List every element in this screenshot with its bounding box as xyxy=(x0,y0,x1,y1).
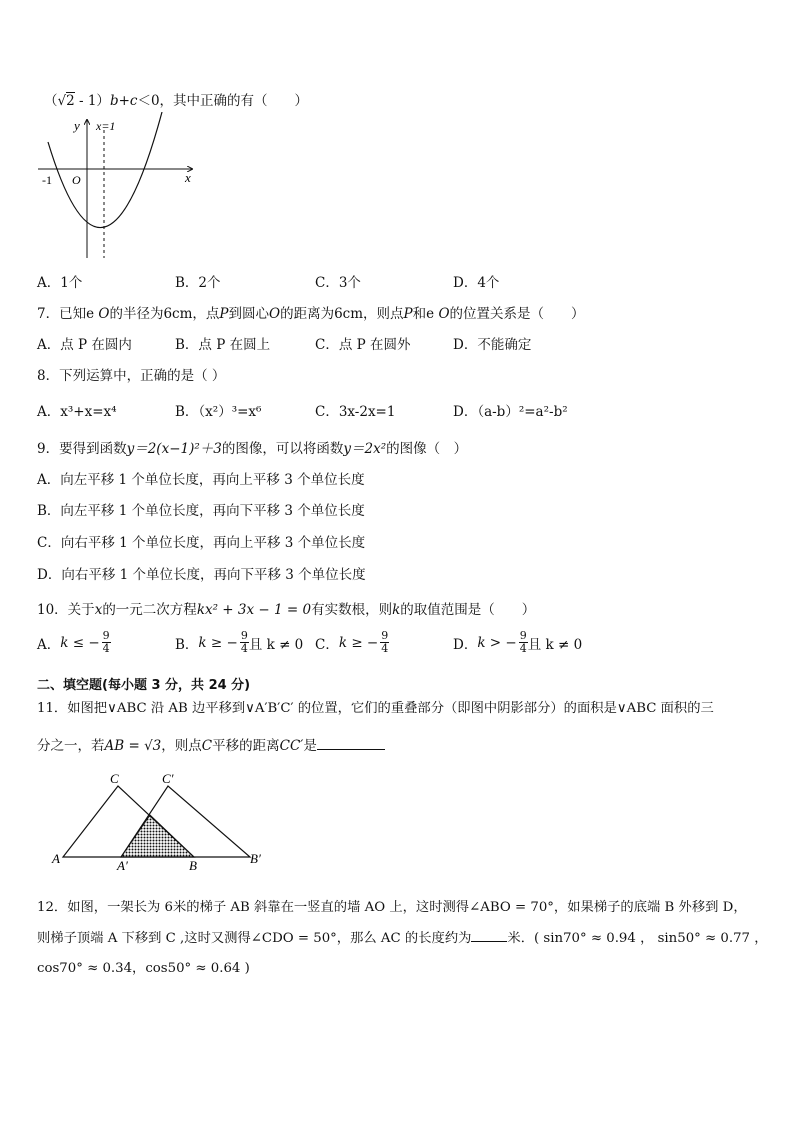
q10-option-d[interactable] xyxy=(453,630,582,655)
q6-option-a[interactable]: A．1个 xyxy=(37,275,83,291)
fraction-den: 4 xyxy=(519,642,527,655)
q9-func2: y＝2x² xyxy=(343,441,387,457)
q10-equation: kx² + 3x − 1 = 0 xyxy=(196,602,312,618)
label-a-prime: A′ xyxy=(117,858,128,870)
option-lhs: k ≥ − xyxy=(338,634,379,651)
answer-blank[interactable] xyxy=(471,929,507,942)
q9-suffix: 的图像（ ） xyxy=(386,441,468,457)
q7-text1: 的半径为6cm，点 xyxy=(109,306,220,322)
q10-mid: 的一元二次方程 xyxy=(102,602,197,618)
q7-stem xyxy=(37,302,585,322)
option-tail: 且 k ≠ 0 xyxy=(527,636,583,653)
q8-option-c[interactable]: C．3x-2x=1 xyxy=(315,404,396,420)
fraction-num: 9 xyxy=(240,629,248,642)
q8-option-d[interactable]: D．（a-b）²=a²-b² xyxy=(453,404,568,420)
q7-o2: O xyxy=(269,306,281,322)
q11-ab-eq: AB = √3 xyxy=(104,738,162,754)
q12-line2-suffix: 米．( sin70° ≈ 0.94 ， sin50° ≈ 0.77 ， xyxy=(507,931,768,946)
option-lhs: k ≥ − xyxy=(198,634,238,651)
q9-option-b[interactable]: B．向左平移 1 个单位长度，再向下平移 3 个单位长度 xyxy=(37,503,365,519)
label-b: B xyxy=(189,858,197,870)
q6-option-b[interactable]: B．2个 xyxy=(175,275,221,291)
circle-symbol: e xyxy=(86,306,95,322)
q11-cc: CC′ xyxy=(279,738,304,754)
q6-stem-mid: - 1） xyxy=(74,93,110,109)
q9-option-a[interactable]: A．向左平移 1 个单位长度，再向上平移 3 个单位长度 xyxy=(37,472,365,488)
q9-option-d[interactable]: D．向右平移 1 个单位长度，再向下平移 3 个单位长度 xyxy=(37,567,366,583)
q11-line2-prefix: 分之一，若 xyxy=(37,738,105,754)
q7-option-c[interactable]: C．点 P 在圆外 xyxy=(315,337,411,353)
q12-line3: cos70° ≈ 0.34，cos50° ≈ 0.64 ) xyxy=(37,961,250,976)
q6-stem-suffix: ＜0，其中正确的有（ ） xyxy=(137,93,309,109)
q11-c: C xyxy=(201,738,213,754)
label-c: C xyxy=(110,771,119,786)
q6-sqrt-arg: 2 xyxy=(66,93,75,109)
q12-line2-prefix: 则梯子顶端 A 下移到 C ,这时又测得∠CDO = 50°，那么 AC 的长度约为 xyxy=(37,931,472,946)
option-lhs: k ≤ − xyxy=(60,634,100,651)
q10-k: k xyxy=(392,602,401,618)
q9-option-c[interactable]: C．向右平移 1 个单位长度，再向上平移 3 个单位长度 xyxy=(37,535,366,551)
option-label: C． xyxy=(315,636,339,653)
q6-stem-prefix: （ xyxy=(44,93,58,109)
overlap-shaded-region xyxy=(121,815,194,857)
label-c-prime: C′ xyxy=(162,771,174,786)
q7-option-a[interactable]: A．点 P 在圆内 xyxy=(37,337,132,353)
q11-line2-mid: ，则点 xyxy=(161,738,202,754)
q9-prefix: 9．要得到函数 xyxy=(37,441,127,457)
x-axis-label: x xyxy=(185,170,191,185)
q9-stem xyxy=(37,437,467,457)
q10-option-c[interactable] xyxy=(315,630,389,655)
circle-symbol: e xyxy=(426,306,435,322)
q9-mid: 的图像，可以将函数 xyxy=(221,441,344,457)
q10-suffix: 的取值范围是（ ） xyxy=(400,602,536,618)
label-a: A xyxy=(52,851,60,866)
fraction-den: 4 xyxy=(102,642,110,655)
q7-p1: P xyxy=(219,306,229,322)
origin-label: O xyxy=(72,173,81,187)
q11-line2-mid2: 平移的距离 xyxy=(212,738,280,754)
q7-text5: 的位置关系是（ ） xyxy=(449,306,585,322)
q11-line1: 11．如图把∨ABC 沿 AB 边平移到∨A′B′C′ 的位置，它们的重叠部分（即图中阴影部分）的面积是∨ABC 面积的三 xyxy=(37,701,714,716)
neg-one-label: -1 xyxy=(42,173,52,187)
q9-func1: y＝2(x−1)²＋3 xyxy=(126,441,222,457)
y-axis-label: y xyxy=(74,118,80,133)
q6-stem xyxy=(44,89,308,109)
label-b-prime: B′ xyxy=(250,851,261,866)
option-lhs: k > − xyxy=(477,634,517,651)
q7-option-d[interactable]: D．不能确定 xyxy=(453,337,532,353)
q6-option-d[interactable]: D．4个 xyxy=(453,275,500,291)
q7-text2: 到圆心 xyxy=(228,306,270,322)
q12-line1: 12．如图，一架长为 6米的梯子 AB 斜靠在一竖直的墙 AO 上，这时测得∠ABO = 70°，如果梯子的底端 B 外移到 D， xyxy=(37,900,747,915)
option-label: B． xyxy=(175,636,199,653)
fraction-num: 9 xyxy=(381,629,389,642)
fraction-den: 4 xyxy=(240,642,248,655)
q7-o1: O xyxy=(98,306,110,322)
translation-figure xyxy=(50,770,280,870)
q7-text4: 和 xyxy=(412,306,427,322)
fraction-num: 9 xyxy=(519,629,527,642)
fraction-den: 4 xyxy=(381,642,389,655)
q12-line2 xyxy=(37,927,768,946)
sqrt-sign: √ xyxy=(57,93,67,109)
q8-option-b[interactable]: B．（x²）³=x⁶ xyxy=(175,404,262,420)
q7-text3: 的距离为6cm，则点 xyxy=(280,306,404,322)
q10-option-b[interactable] xyxy=(175,630,303,655)
fraction xyxy=(240,630,249,655)
answer-blank[interactable] xyxy=(317,737,385,750)
q10-stem xyxy=(37,598,535,618)
fraction-num: 9 xyxy=(102,629,110,642)
q6-stem-expr: b+c xyxy=(109,93,138,109)
q10-option-a[interactable] xyxy=(37,630,111,655)
q10-prefix: 10．关于 xyxy=(37,602,95,618)
q8-stem: 8．下列运算中，正确的是（ ） xyxy=(37,368,226,384)
section-title: 二、填空题(每小题 3 分，共 24 分) xyxy=(37,678,251,693)
parabola-graph xyxy=(34,112,204,262)
option-label: A． xyxy=(37,636,61,653)
fraction xyxy=(519,630,528,655)
fraction xyxy=(102,630,111,655)
symmetry-label: x=1 xyxy=(96,119,116,133)
q10-mid2: 有实数根，则 xyxy=(311,602,393,618)
fraction xyxy=(380,630,389,655)
q7-p2: P xyxy=(403,306,413,322)
option-tail: 且 k ≠ 0 xyxy=(248,636,304,653)
q7-option-b[interactable]: B．点 P 在圆上 xyxy=(175,337,271,353)
option-label: D． xyxy=(453,636,478,653)
q8-option-a[interactable]: A．x³+x=x⁴ xyxy=(37,404,117,420)
q6-option-c[interactable]: C．3个 xyxy=(315,275,361,291)
q7-number: 7．已知 xyxy=(37,306,87,322)
q11-line2 xyxy=(37,734,385,754)
q11-line2-suffix: 是 xyxy=(303,738,317,754)
q10-var: x xyxy=(94,602,103,618)
q7-o3: O xyxy=(438,306,450,322)
